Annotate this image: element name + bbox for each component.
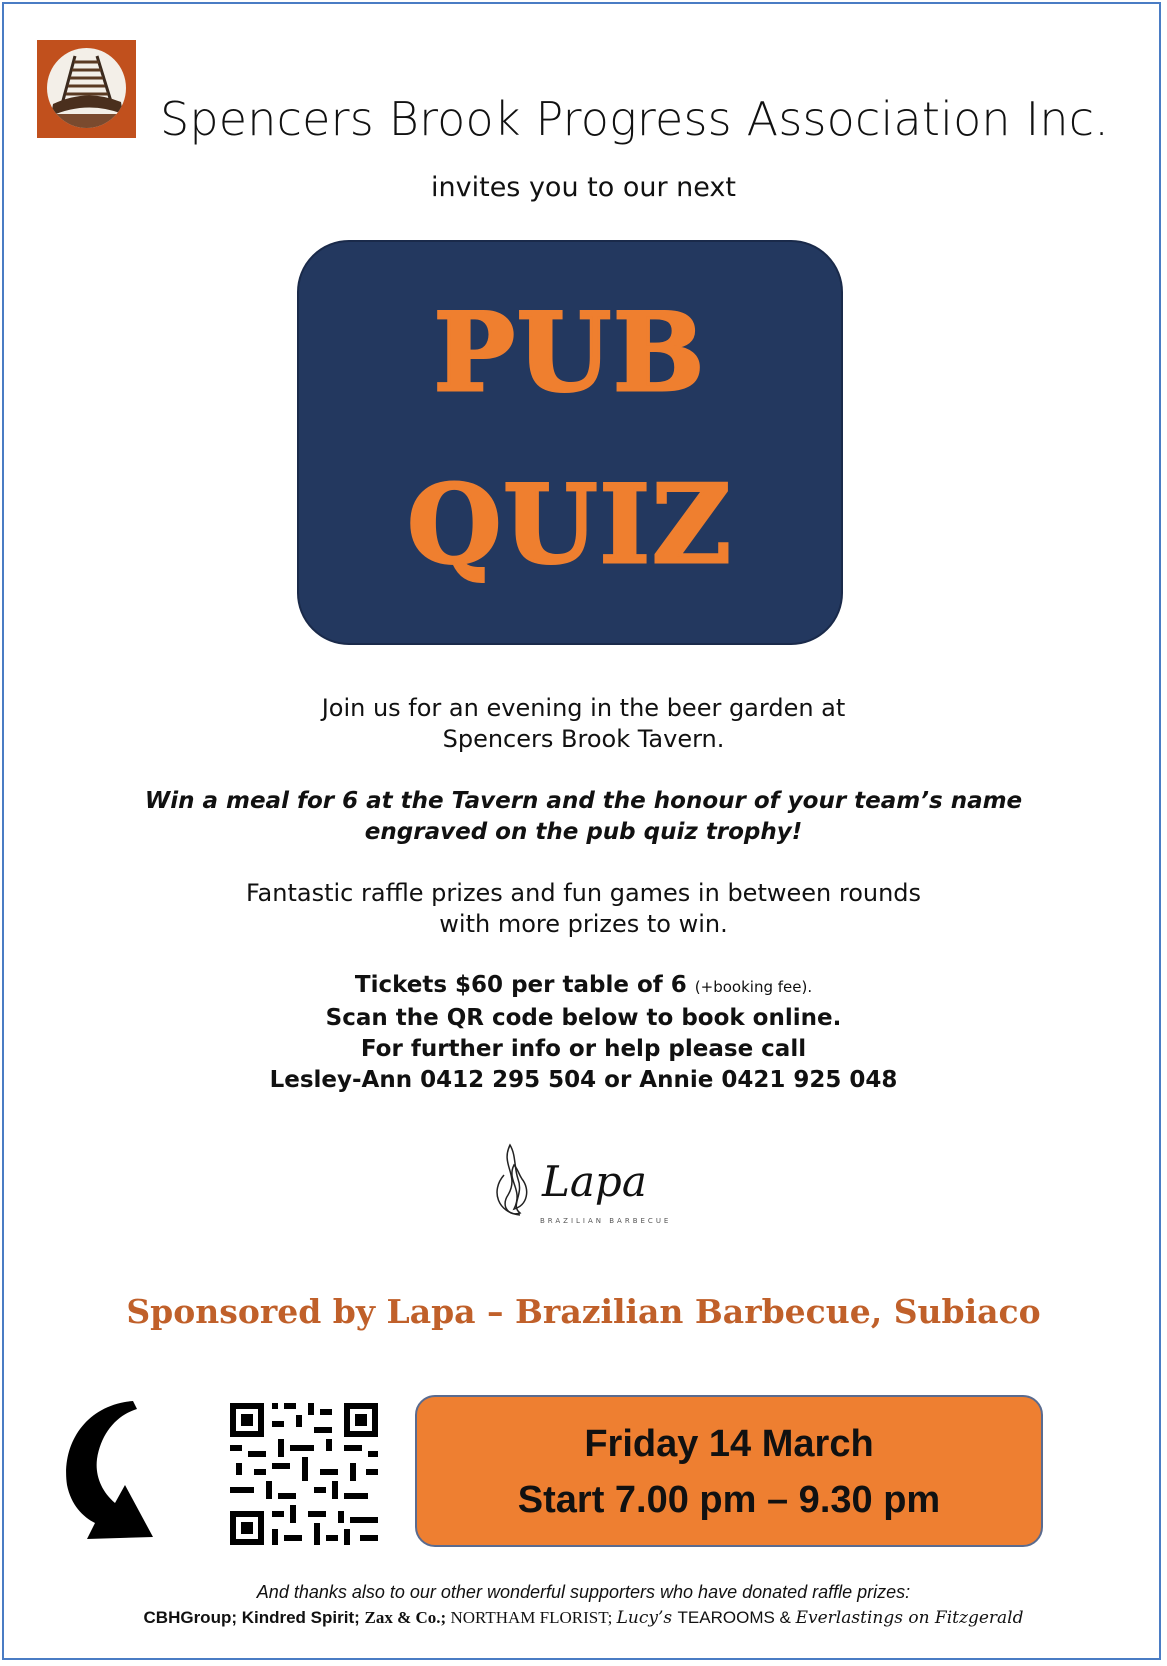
supporter-tearooms: TEAROOMS & [677,1608,796,1627]
invite-line: invites you to our next [431,172,736,203]
logo-emblem [47,48,126,128]
association-logo [37,40,136,138]
prize-line-2: engraved on the pub quiz trophy! [364,819,803,845]
join-line-2: Spencers Brook Tavern. [442,725,725,753]
raffle-line-2: with more prizes to win. [439,910,728,938]
banner-line-pub: PUB [433,290,707,416]
ticket-price-line [0,970,1167,1003]
thanks-line: And thanks also to our other wonderful supporters who have donated raffle prizes: [256,1582,911,1602]
supporter-lucys: Lucy’s [616,1608,678,1628]
raffle-line-1: Fantastic raffle prizes and fun games in between rounds [245,879,922,907]
prize-line-1: Win a meal for 6 at the Tavern and the honour of your team’s name [144,788,1023,814]
supporters-list [0,1608,1167,1628]
qr-code-icon[interactable] [220,1395,388,1553]
join-text [0,693,1167,755]
scan-instruction: Scan the QR code below to book online. [325,1005,842,1031]
ticket-price: Tickets $60 per table of 6 [354,972,687,998]
curved-arrow-icon [55,1395,175,1545]
event-date-box [415,1395,1043,1547]
event-date: Friday 14 March [584,1423,874,1465]
lapa-logo [480,1135,690,1235]
lapa-tagline: BRAZILIAN BARBECUE [540,1217,672,1225]
contact-numbers: Lesley-Ann 0412 295 504 or Annie 0421 925 048 [269,1067,898,1093]
banner-line-quiz: QUIZ [407,462,733,588]
sponsor-line: Sponsored by Lapa – Brazilian Barbecue, Subiaco [126,1292,1041,1331]
pub-quiz-banner [297,240,843,645]
event-time: Start 7.00 pm – 9.30 pm [517,1479,941,1521]
booking-fee: (+booking fee). [694,978,813,996]
supporter-cbh-kindred: CBHGroup; Kindred Spirit; [143,1608,365,1627]
prize-text [0,786,1167,848]
join-line-1: Join us for an evening in the beer garden at [321,694,846,722]
railway-track-icon [47,48,126,128]
info-line: For further info or help please call [360,1036,807,1062]
organization-name: Spencers Brook Progress Association Inc. [160,92,1110,146]
lapa-script: Lapa [542,1157,647,1206]
supporter-zax: Zax & Co.; [364,1608,451,1627]
booking-qr-code[interactable] [220,1395,388,1553]
supporter-northam-florist: NORTHAM FLORIST; [450,1608,617,1627]
supporter-everlastings: Everlastings on Fitzgerald [795,1608,1024,1628]
ticket-info [0,970,1167,1096]
raffle-text [0,878,1167,940]
